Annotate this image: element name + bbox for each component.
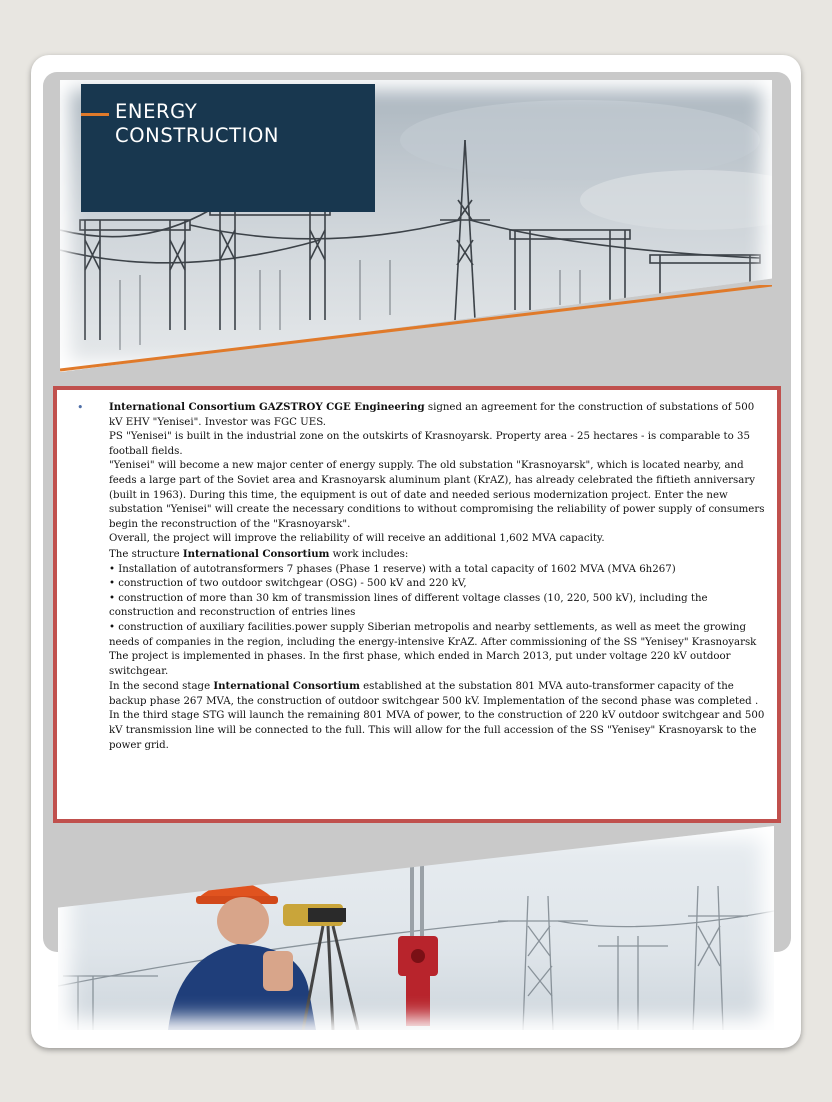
list-item: • construction of more than 30 km of transmission lines of different voltage classes (10, 220, 500 kV), including the construction and reconstruction of entries lines [109, 592, 708, 619]
paragraph-location: PS "Yenisei" is built in the industrial zone on the outskirts of Krasnoyarsk. Property area - 25 hectares - is comparable to 35 football fields. [109, 431, 750, 457]
list-item: • construction of two outdoor switchgear (OSG) - 500 kV and 220 kV, [109, 578, 467, 590]
paragraph-phase-two [109, 679, 769, 709]
list-item: • construction of auxiliary facilities.power supply Siberian metropolis and nearby settlements, as well as meet the growing needs of companies in the region, including the energy-intensive KrAZ. After commissioning of the SS "Yenisey" Krasnoyarsk [109, 621, 757, 648]
text-span: In the second stage [109, 681, 214, 693]
text-span: work includes: [329, 548, 409, 560]
consortium-name: International Consortium [182, 547, 330, 560]
paragraph-energy-center: "Yenisei" will become a new major center of energy supply. The old substation "Krasnoyarsk", which is located nearby, and feeds a large part of the Soviet area and Krasnoyarsk aluminum plant (KrAZ), has already celebrated the fiftieth anniversary (built in 1963). During this time, the equipment is out of date and needed serious modernization project. Enter the new substation "Yenisei" will create the necessary conditions to without compromising the reliability of power supply of consumers begin the reconstruction of the "Krasnoyarsk". [109, 460, 765, 530]
title-line-2: CONSTRUCTION [115, 124, 280, 147]
consortium-name: International Consortium [213, 680, 360, 693]
paragraph-text: signed an agreement for the construction of substations of 500 kV EHV "Yenisei". Investor was FGC UES. [109, 402, 755, 428]
paragraph-consortium [109, 400, 769, 430]
bullet-icon: • [77, 401, 84, 414]
page-title [115, 100, 279, 148]
title-accent-line [81, 113, 109, 116]
consortium-name: International Consortium GAZSTROY CGE Engineering [109, 401, 425, 413]
paragraph-phase-one: The project is implemented in phases. In the first phase, which ended in March 2013, put under voltage 220 kV outdoor switchgear. [109, 651, 731, 677]
paragraph-overall: Overall, the project will improve the reliability of will receive an additional 1,602 MVA capacity. [109, 533, 605, 545]
paragraph-phase-three: In the third stage STG will launch the remaining 801 MVA of power, to the construction of 220 kV outdoor switchgear and 500 kV transmission line will be connected to the full. This will allow for the full accession of the SS "Yenisey" Krasnoyarsk to the power grid. [109, 710, 765, 751]
paragraph-structure [109, 547, 769, 563]
text-span: The structure [109, 548, 183, 560]
project-description [109, 400, 769, 753]
text-span: established at the substation 801 MVA auto-transformer capacity of the backup phase 267 MVA, the construction of outdoor switchgear 500 kV. Implementation of the second phase was completed . [109, 681, 759, 707]
title-line-1: ENERGY [115, 100, 198, 123]
list-item: • Installation of autotransformers 7 phases (Phase 1 reserve) with a total capacity of 1602 MVA (MVA 6h267) [109, 563, 676, 575]
